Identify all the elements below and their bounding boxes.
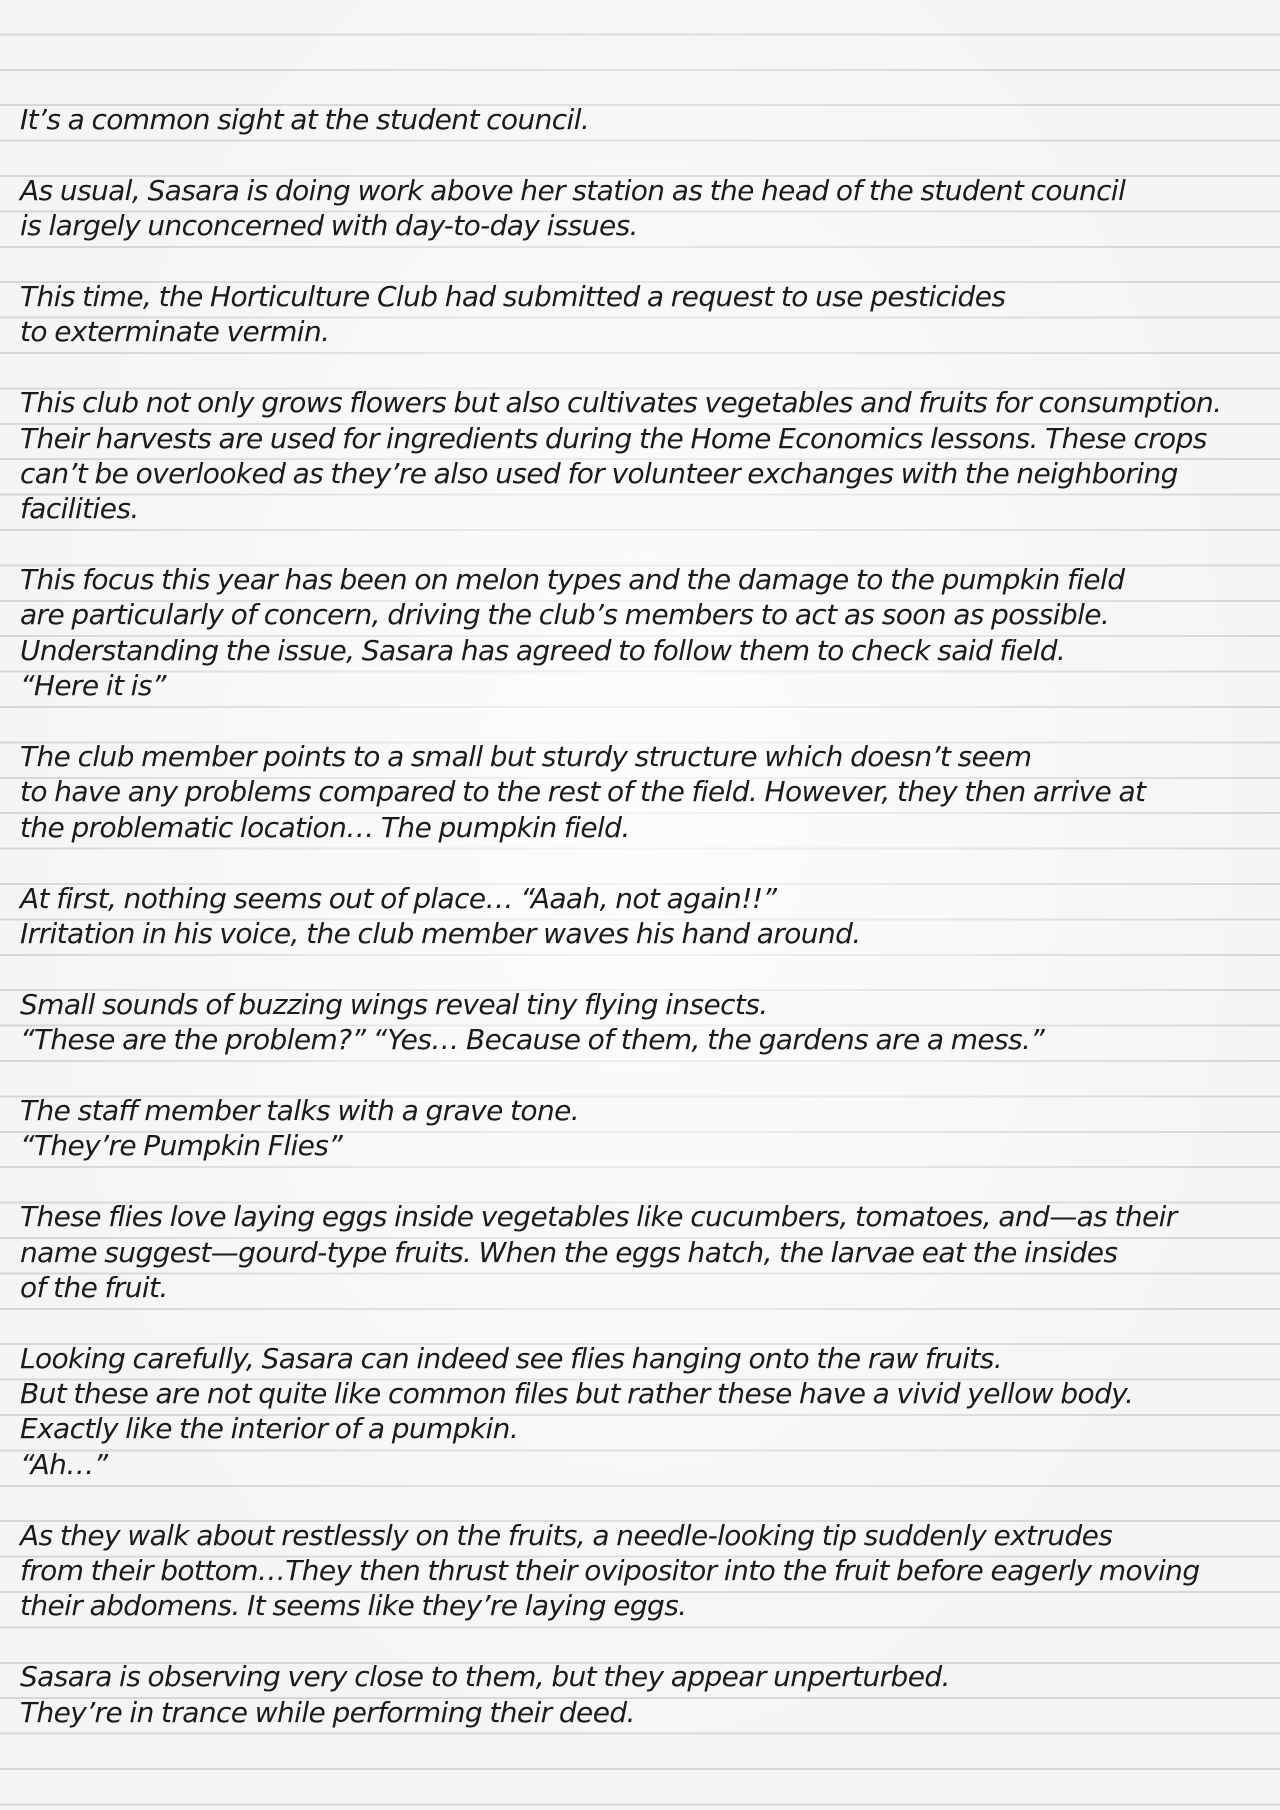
paragraph-gap: [20, 350, 1276, 385]
paragraph: [20, 102, 1276, 137]
paragraph-gap: [20, 137, 1276, 172]
text-line: This club not only grows flowers but also cultivates vegetables and fruits for consumption.: [20, 386, 1222, 420]
paragraph-gap: [20, 951, 1276, 986]
text-line: to exterminate vermin.: [20, 315, 330, 349]
text-line: Sasara is observing very close to them, but they appear unperturbed.: [20, 1660, 950, 1694]
text-line: But these are not quite like common files but rather these have a vivid yellow body.: [20, 1377, 1134, 1411]
text-line: Looking carefully, Sasara can indeed see flies hanging onto the raw fruits.: [20, 1341, 1003, 1375]
paragraph-gap: [20, 527, 1276, 562]
text-line: can’t be overlooked as they’re also used for volunteer exchanges with the neighboring: [20, 456, 1178, 490]
text-line: The staff member talks with a grave tone.: [20, 1093, 580, 1127]
paragraph: [20, 1659, 1276, 1730]
paragraph: [20, 1518, 1276, 1624]
text-line: “Here it is”: [20, 669, 166, 703]
paragraph-gap: [20, 704, 1276, 739]
paragraph: [20, 562, 1276, 704]
text-line: “They’re Pumpkin Flies”: [20, 1129, 343, 1163]
text-line: “Ah…”: [20, 1447, 108, 1481]
text-line: from their bottom…They then thrust their ovipositor into the fruit before eagerly moving: [20, 1554, 1200, 1588]
text-line: They’re in trance while performing their deed.: [20, 1695, 635, 1729]
paragraph: [20, 1199, 1276, 1305]
text-line: of the fruit.: [20, 1270, 168, 1304]
paragraph-gap: [20, 1305, 1276, 1340]
paragraph: [20, 1093, 1276, 1164]
text-line: “These are the problem?” “Yes… Because of them, the gardens are a mess.”: [20, 1023, 1045, 1057]
paragraph: [20, 739, 1276, 845]
text-line: to have any problems compared to the rest of the field. However, they then arrive at: [20, 775, 1146, 809]
text-line: Exactly like the interior of a pumpkin.: [20, 1412, 519, 1446]
text-line: This time, the Horticulture Club had submitted a request to use pesticides: [20, 279, 1006, 313]
text-line: their abdomens. It seems like they’re laying eggs.: [20, 1589, 687, 1623]
paragraph: [20, 881, 1276, 952]
text-line: is largely unconcerned with day-to-day issues.: [20, 209, 638, 243]
text-line: the problematic location… The pumpkin field.: [20, 810, 630, 844]
paragraph: [20, 385, 1276, 527]
text-line: Understanding the issue, Sasara has agreed to follow them to check said field.: [20, 633, 1066, 667]
text-line: It’s a common sight at the student council.: [20, 103, 590, 136]
paragraph-gap: [20, 1624, 1276, 1659]
paragraph: [20, 279, 1276, 350]
paragraph: [20, 1341, 1276, 1483]
paragraph: [20, 173, 1276, 244]
text-line: At first, nothing seems out of place… “Aaah, not again!!”: [20, 881, 777, 915]
paragraph: [20, 987, 1276, 1058]
paragraph-gap: [20, 1058, 1276, 1093]
paragraph-gap: [20, 1482, 1276, 1517]
text-line: Their harvests are used for ingredients during the Home Economics lessons. These crops: [20, 421, 1207, 455]
text-line: Small sounds of buzzing wings reveal tiny flying insects.: [20, 987, 768, 1021]
text-line: The club member points to a small but sturdy structure which doesn’t seem: [20, 740, 1032, 774]
paragraph-gap: [20, 1164, 1276, 1199]
text-line: As usual, Sasara is doing work above her station as the head of the student council: [20, 173, 1126, 207]
paragraph-gap: [20, 845, 1276, 880]
text-line: are particularly of concern, driving the club’s members to act as soon as possible.: [20, 598, 1110, 632]
text-line: facilities.: [20, 492, 139, 526]
text-line: As they walk about restlessly on the fruits, a needle-looking tip suddenly extrudes: [20, 1518, 1113, 1552]
text-line: This focus this year has been on melon types and the damage to the pumpkin field: [20, 563, 1125, 597]
text-line: Irritation in his voice, the club member waves his hand around.: [20, 916, 861, 950]
paragraph-gap: [20, 244, 1276, 279]
story-text: [20, 102, 1276, 1730]
text-line: These flies love laying eggs inside vegetables like cucumbers, tomatoes, and—as their: [20, 1200, 1177, 1234]
text-line: name suggest—gourd-type fruits. When the eggs hatch, the larvae eat the insides: [20, 1235, 1118, 1269]
